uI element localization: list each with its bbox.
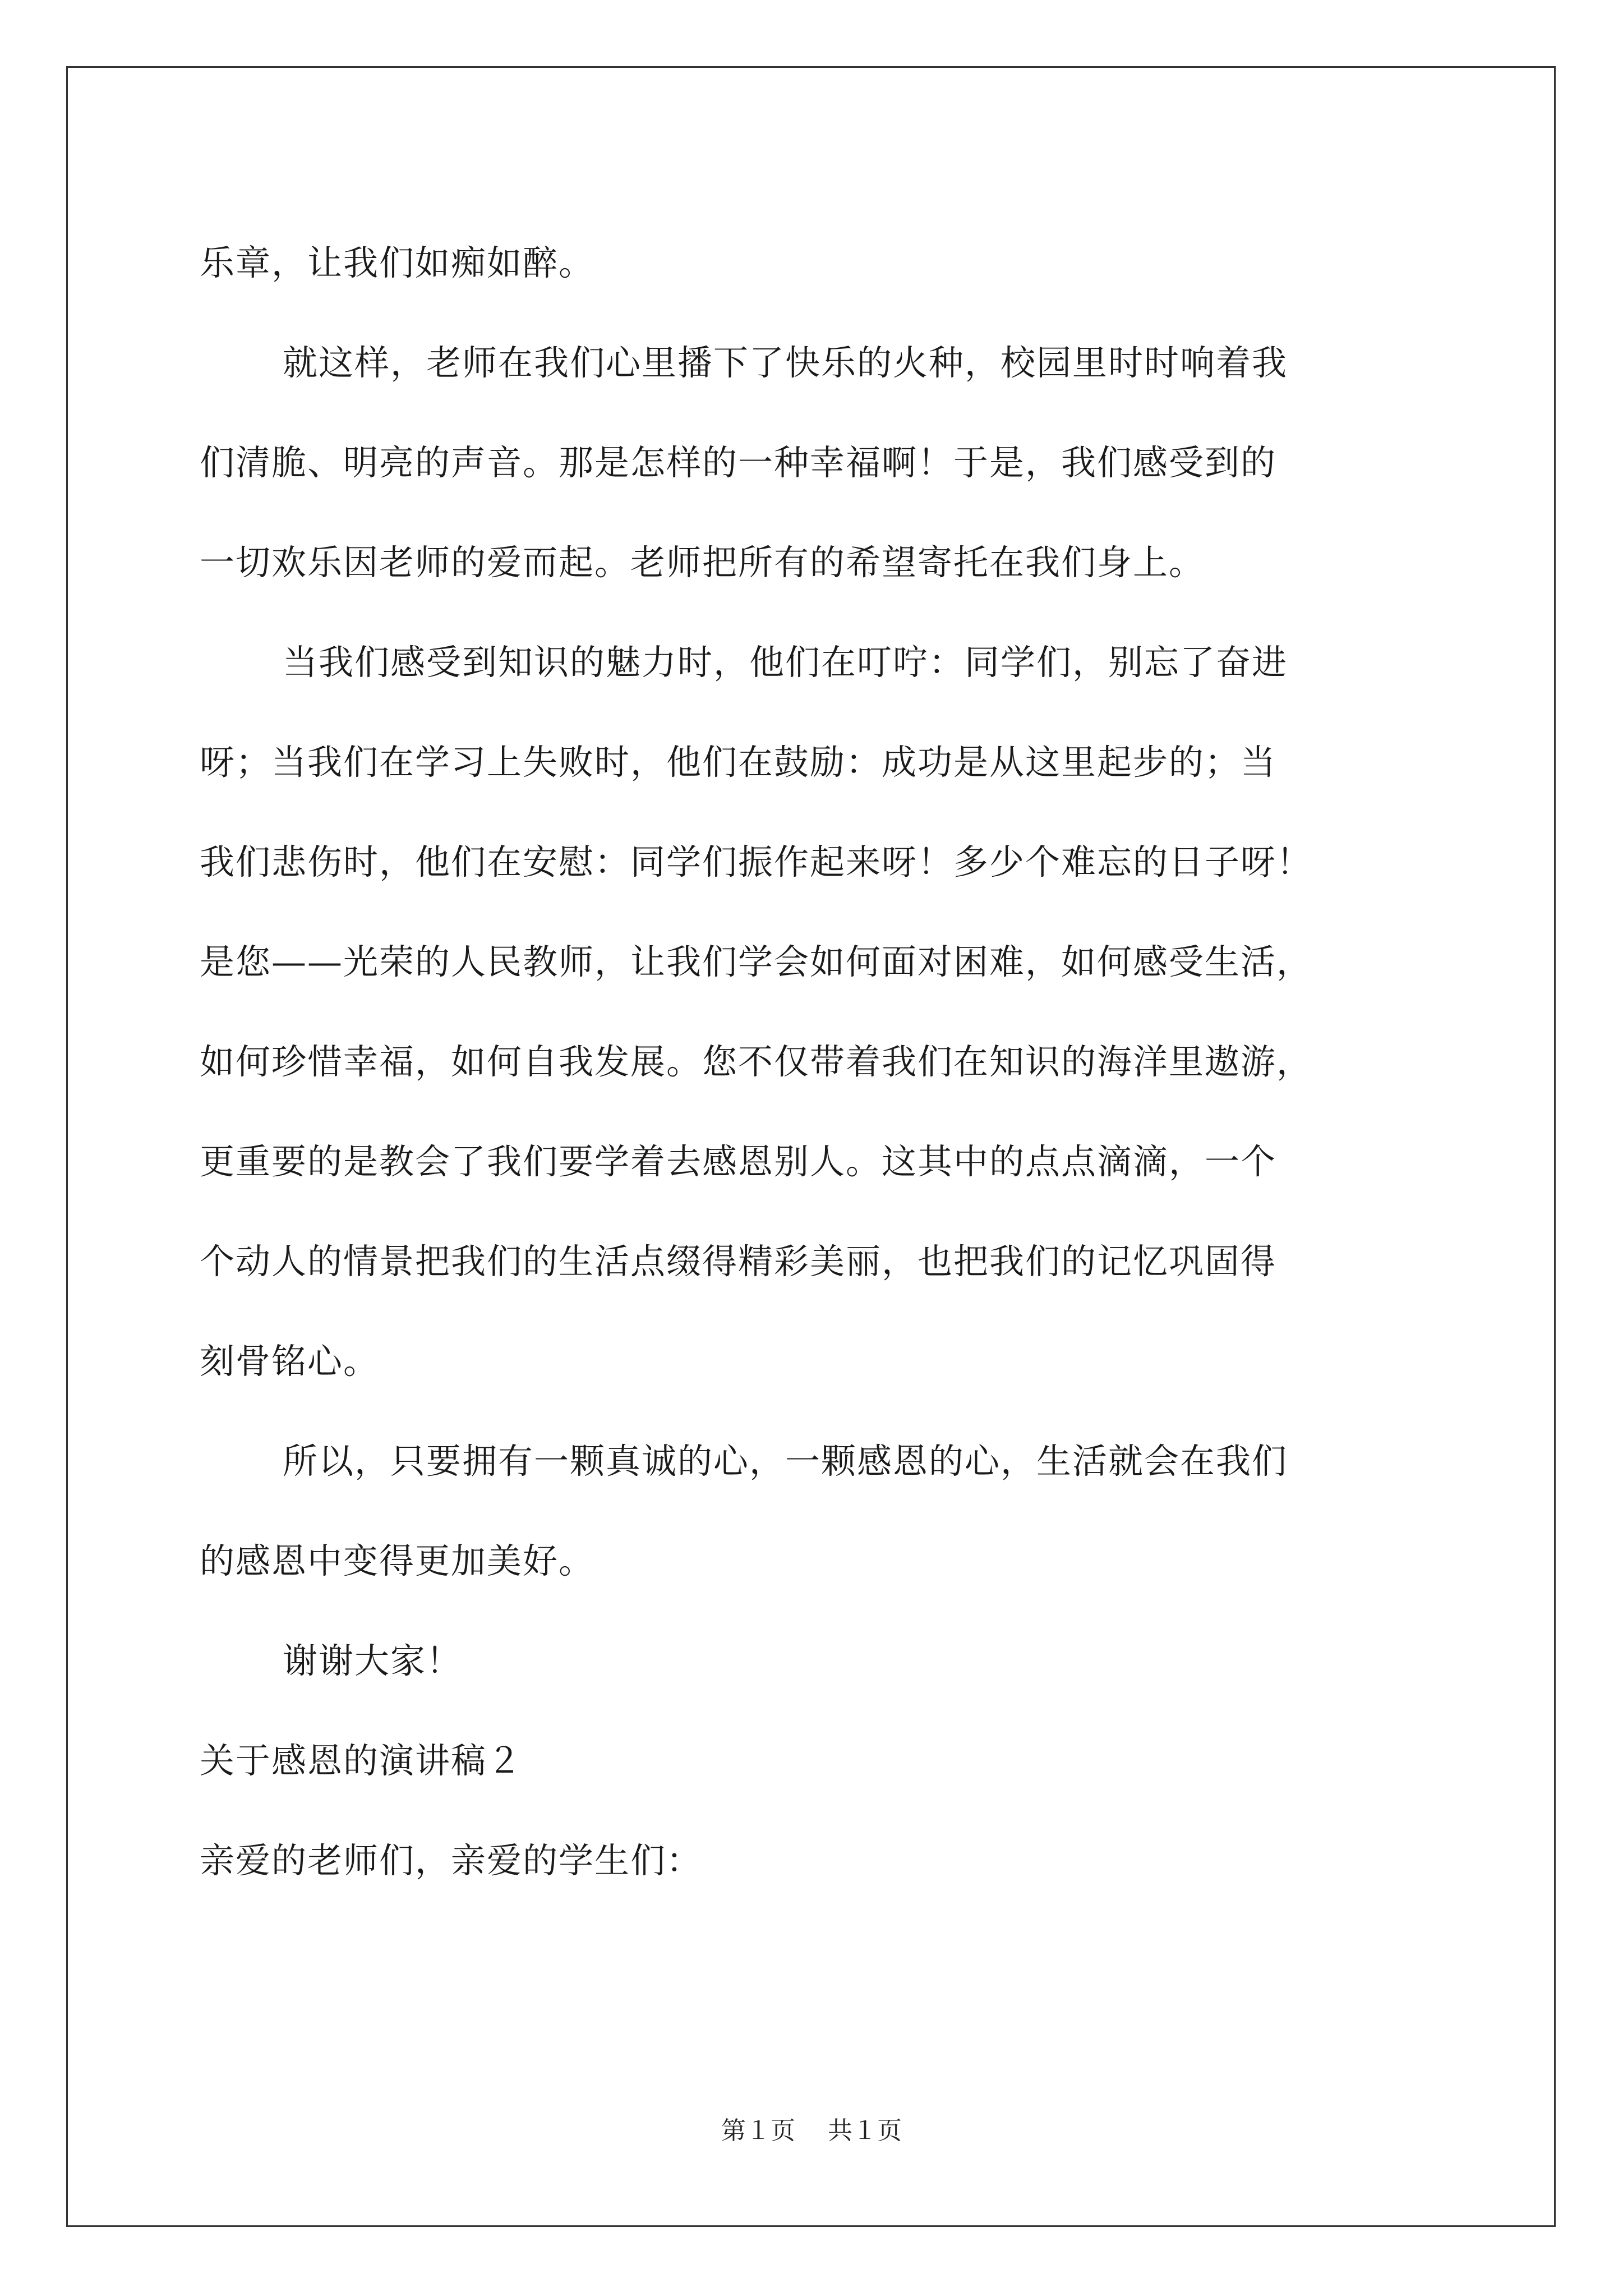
text-line: 个动人的情景把我们的生活点缀得精彩美丽，也把我们的记忆巩固得	[200, 1241, 1277, 1282]
text-line: 是您——光荣的人民教师，让我们学会如何面对困难，如何感受生活，	[200, 941, 1313, 982]
text-line: 谢谢大家！	[283, 1640, 463, 1681]
text-line: 我们悲伤时，他们在安慰：同学们振作起来呀！多少个难忘的日子呀！	[200, 841, 1313, 882]
page-current-label: 第１页	[721, 2116, 795, 2145]
text-line: 当我们感受到知识的魅力时，他们在叮咛：同学们，别忘了奋进	[283, 642, 1288, 683]
document-body	[200, 213, 1433, 1911]
text-line: 一切欢乐因老师的爱而起。老师把所有的希望寄托在我们身上。	[200, 542, 1205, 583]
text-line: 乐章，让我们如痴如醉。	[200, 242, 595, 283]
text-line: 刻骨铭心。	[200, 1341, 380, 1382]
text-line: 就这样，老师在我们心里播下了快乐的火种，校园里时时响着我	[283, 342, 1288, 383]
text-line: 更重要的是教会了我们要学着去感恩别人。这其中的点点滴滴，一个	[200, 1141, 1277, 1182]
text-line: 亲爱的老师们，亲爱的学生们：	[200, 1840, 703, 1881]
text-line: 所以，只要拥有一颗真诚的心，一颗感恩的心，生活就会在我们	[283, 1441, 1288, 1481]
section-heading: 关于感恩的演讲稿２	[200, 1740, 523, 1781]
text-line: 呀；当我们在学习上失败时，他们在鼓励：成功是从这里起步的；当	[200, 742, 1277, 783]
page-total-label: 共１页	[828, 2116, 902, 2145]
text-line: 的感恩中变得更加美好。	[200, 1540, 595, 1581]
page-footer	[0, 2110, 1623, 2146]
text-line: 们清脆、明亮的声音。那是怎样的一种幸福啊！于是，我们感受到的	[200, 442, 1277, 483]
text-line: 如何珍惜幸福，如何自我发展。您不仅带着我们在知识的海洋里遨游，	[200, 1041, 1313, 1082]
